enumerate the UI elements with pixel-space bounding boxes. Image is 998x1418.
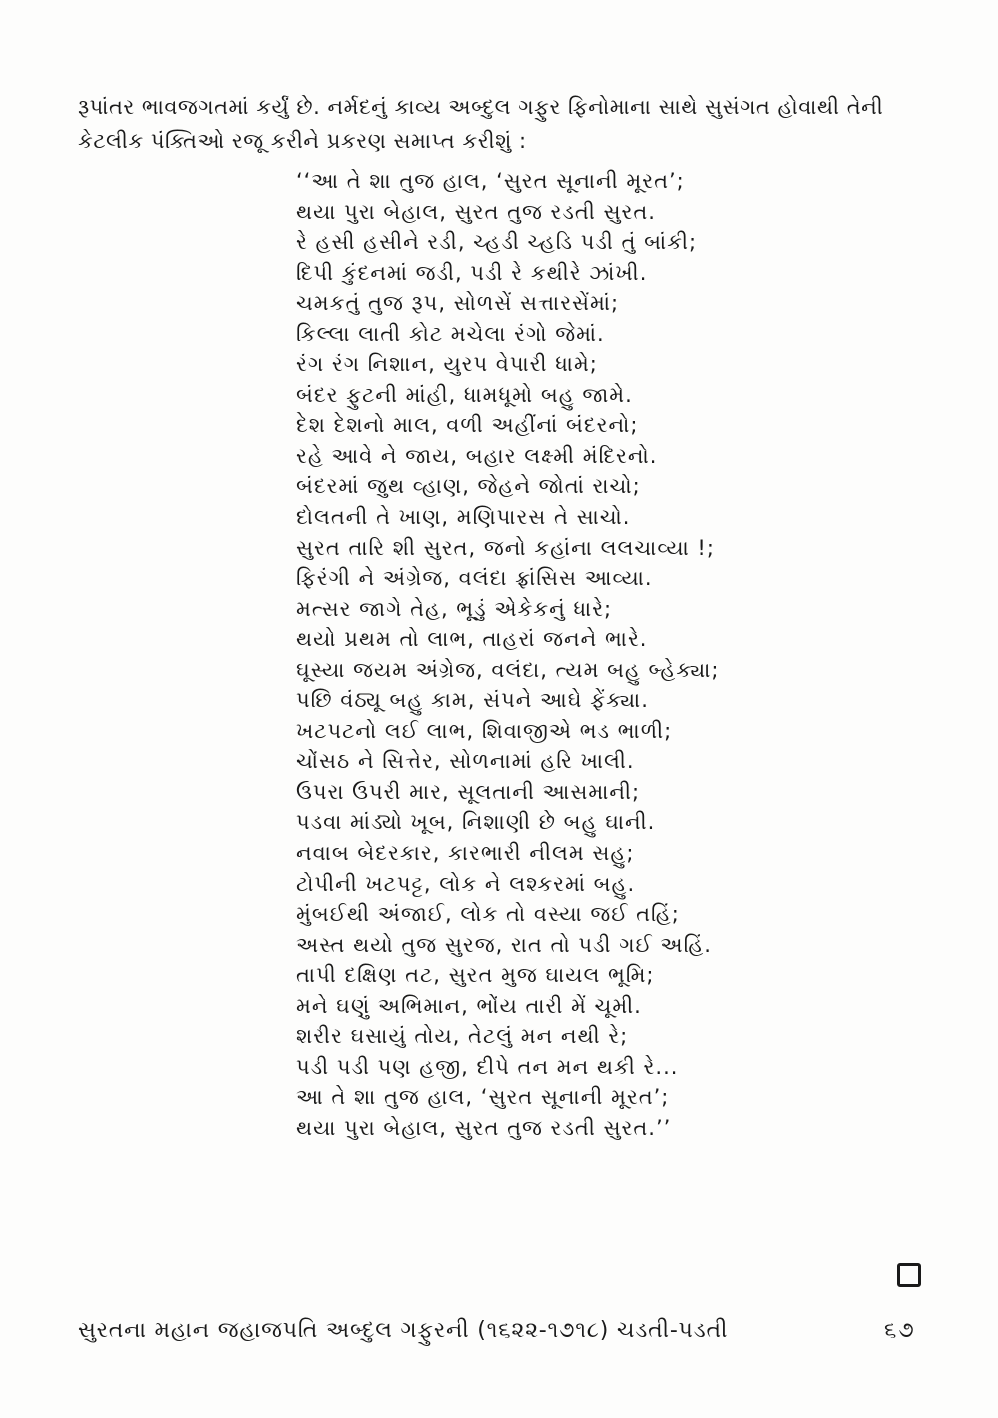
poem-line: ખટપટનો લઈ લાભ, શિવાજીએ ભડ ભાળી; xyxy=(296,718,673,743)
poem-line: નવાબ બેદરકાર, કારભારી નીલમ સહુ; xyxy=(296,841,635,866)
poem-line: આ તે શા તુજ હાલ, ‘સુરત સૂનાની મૂરત’; xyxy=(296,1085,670,1110)
poem-line: મત્સર જાગે તેહ, ભૂડું એકેકનું ધારે; xyxy=(296,596,613,621)
poem-line: પડી પડી પણ હજી, દીપે તન મન થકી રે... xyxy=(296,1054,679,1079)
poem-line: દેશ દેશનો માલ, વળી અહીંનાં બંદરનો; xyxy=(296,413,639,438)
poem-line: ફિરંગી ને અંગ્રેજ, વલંદા ફ્રાંસિસ આવ્યા. xyxy=(296,566,653,591)
poem-line: રે હસી હસીને રડી, ચ્હડી ચ્હડિ પડી તું બાંકી; xyxy=(296,230,698,255)
poem-line: અસ્ત થયો તુજ સુરજ, રાત તો પડી ગઈ અહિં. xyxy=(296,932,712,957)
poem-block xyxy=(296,166,896,1144)
poem-line: તાપી દક્ષિણ તટ, સુરત મુજ ઘાયલ ભૂમિ; xyxy=(296,963,655,988)
poem-line: ચોંસઠ ને સિત્તેર, સોળનામાં હરિ ખાલી. xyxy=(296,749,635,774)
poem-line: કિલ્લા લાતી કોટ મચેલા રંગો જેમાં. xyxy=(296,321,605,346)
poem-line: મુંબઈથી અંજાઈ, લોક તો વસ્યા જઈ તહિં; xyxy=(296,902,680,927)
running-footer-title: સુરતના મહાન જહાજપતિ અબ્દુલ ગફુરની (૧૬૨૨-૧૭૧૮) ચડતી-પડતી xyxy=(78,1318,729,1343)
poem-line: પછિ વંઠ્યૂ બહુ કામ, સંપને આઘે ફેંક્યા. xyxy=(296,688,649,713)
intro-line-2: કેટલીક પંક્તિઓ રજૂ કરીને પ્રકરણ સમાપ્ત કરીશું : xyxy=(78,129,527,153)
poem-line: બંદરમાં જુથ વ્હાણ, જેહને જોતાં રાચો; xyxy=(296,474,641,499)
end-of-section-square-icon xyxy=(897,1263,921,1287)
poem-line: બંદર ફુટની માંહી, ધામધૂમો બહુ જામે. xyxy=(296,382,633,407)
poem-line: રંગ રંગ નિશાન, યુરપ વેપારી ધામે; xyxy=(296,352,598,377)
poem-line: ઉપરા ઉપરી માર, સૂલતાની આસમાની; xyxy=(296,779,641,804)
poem-line: ‘‘આ તે શા તુજ હાલ, ‘સુરત સૂનાની મૂરત’; xyxy=(296,169,685,193)
poem-line: થયો પ્રથમ તો લાભ, તાહરાં જનને ભારે. xyxy=(296,627,648,652)
poem-line: ઘૂસ્યા જયમ અંગ્રેજ, વલંદા, ત્યમ બહુ બ્હેક્યા; xyxy=(296,657,720,682)
intro-paragraph xyxy=(78,90,938,158)
poem-line: દિપી કુંદનમાં જડી, પડી રે કથીરે ઝાંખી. xyxy=(296,260,648,285)
poem-line: પડવા માંડ્યો ખૂબ, નિશાણી છે બહુ ઘાની. xyxy=(296,810,656,835)
poem-line: દોલતની તે ખાણ, મણિપારસ તે સાચો. xyxy=(296,505,631,530)
poem-line: મને ઘણું અભિમાન, ભોંય તારી મેં ચૂમી. xyxy=(296,993,642,1018)
poem-line: થયા પુરા બેહાલ, સુરત તુજ રડતી સુરત. xyxy=(296,199,656,224)
poem-line: ટોપીની ખટપટ્ટ, લોક ને લશ્કરમાં બહુ. xyxy=(296,871,636,896)
poem-line: ચમકતું તુજ રૂપ, સોળસેં સત્તારસેંમાં; xyxy=(296,291,620,316)
poem-line: રહે આવે ને જાય, બહાર લક્ષ્મી મંદિરનો. xyxy=(296,443,658,468)
poem-line: શરીર ઘસાયું તોય, તેટલું મન નથી રે; xyxy=(296,1024,629,1049)
poem-line: થયા પુરા બેહાલ, સુરત તુજ રડતી સુરત.’’ xyxy=(296,1115,672,1140)
intro-line-1: રૂપાંતર ભાવજગતમાં કર્યું છે. નર્મદનું કાવ્ય અબ્દુલ ગફુર ફિનોમાના સાથે સુસંગત હોવાથી તેની xyxy=(78,95,884,119)
page-number: ૬૭ xyxy=(884,1318,916,1343)
poem-line: સુરત તારિ શી સુરત, જનો કહાંના લલચાવ્યા !; xyxy=(296,535,715,560)
